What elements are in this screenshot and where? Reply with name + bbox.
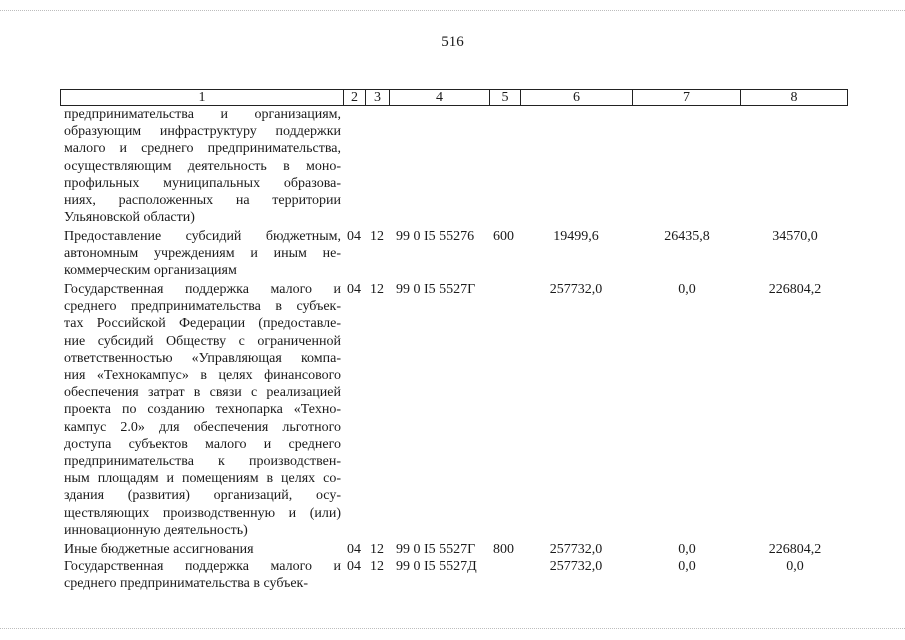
row-name-line: осуществляющим деятельность в моно-	[64, 158, 341, 174]
row-name-line: профильных муниципальных образова-	[64, 175, 341, 191]
cell-pr: 12	[370, 282, 384, 297]
cell-rz: 04	[347, 229, 361, 244]
cell-csr: 99 0 I5 5527Г	[396, 282, 476, 297]
cell-value-col8: 226804,2	[768, 282, 822, 297]
row-name-line: предпринимательства и организациям,	[64, 107, 341, 122]
row-name-line: Иные бюджетные ассигнования	[64, 542, 254, 557]
row-name-line: Предоставление субсидий бюджетным,	[64, 229, 341, 244]
cell-rz: 04	[347, 542, 361, 557]
row-name	[64, 106, 341, 226]
row-name-line: автономным учреждениям и иным не-	[64, 246, 341, 262]
row-name-line: ответственностью «Управляющая компа-	[64, 350, 341, 366]
cell-rz: 04	[347, 282, 361, 297]
header-col-4: 4	[390, 90, 490, 105]
row-name	[64, 558, 341, 592]
header-col-8: 8	[790, 90, 798, 105]
cell-value-col6: 19499,6	[553, 229, 599, 244]
cell-vr: 800	[493, 542, 514, 557]
cell-rz: 04	[347, 559, 361, 574]
row-name-line: среднего предпринимательства в субъек-	[64, 576, 309, 592]
cell-value-col7: 26435,8	[664, 229, 710, 244]
row-name-line: доступа субъектов малого и среднего	[64, 436, 341, 452]
row-name-line: образующим инфраструктуру поддержки	[64, 124, 341, 140]
row-name-line: предпринимательства к производствен-	[64, 454, 341, 470]
cell-value-col6: 257732,0	[549, 542, 603, 557]
row-name-line: проекта по созданию технопарка «Техно-	[64, 402, 341, 418]
row-name-line: ниях, расположенных на территории	[64, 193, 341, 209]
header-col-2: 2	[344, 90, 366, 105]
cell-value-col7: 0,0	[678, 559, 696, 574]
scan-artifact-top	[0, 10, 905, 13]
row-name-line: здания (развития) организаций, осу-	[64, 488, 341, 504]
cell-csr: 99 0 I5 5527Г	[396, 542, 476, 557]
header-col-1: 1	[61, 90, 344, 105]
cell-value-col7: 0,0	[678, 542, 696, 557]
cell-value-col8: 226804,2	[768, 542, 822, 557]
cell-value-col6: 257732,0	[549, 282, 603, 297]
header-col-3: 3	[366, 90, 390, 105]
row-name-line: коммерческим организациям	[64, 263, 237, 279]
cell-value-col6: 257732,0	[549, 559, 603, 574]
row-name-line: тах Российской Федерации (предоставле-	[64, 316, 341, 332]
row-name-line: среднего предпринимательства в субъек-	[64, 299, 341, 315]
row-name-line: малого и среднего предпринимательства,	[64, 141, 341, 157]
table-header-row	[60, 89, 848, 106]
header-col-6: 6	[521, 90, 633, 105]
row-name-line: Государственная поддержка малого и	[64, 559, 341, 574]
scan-artifact-bottom	[0, 628, 905, 631]
header-col-5: 5	[490, 90, 521, 105]
row-name	[64, 228, 341, 280]
header-col-7: 7	[633, 90, 741, 105]
row-name-line: ние субсидий Обществу с ограниченной	[64, 333, 341, 349]
row-name-line: инновационную деятельность)	[64, 522, 248, 538]
row-name-line: ществляющих производственную и (или)	[64, 505, 341, 521]
page-number: 516	[441, 34, 464, 50]
row-name-line: Ульяновской области)	[64, 210, 195, 226]
cell-vr: 600	[493, 229, 514, 244]
row-name-line: Государственная поддержка малого и	[64, 282, 341, 297]
cell-pr: 12	[370, 559, 384, 574]
cell-csr: 99 0 I5 5527Д	[396, 559, 477, 574]
row-name-line: ния «Технокампус» в целях финансового	[64, 368, 341, 384]
cell-value-col8: 0,0	[786, 559, 804, 574]
row-name	[64, 541, 341, 558]
cell-pr: 12	[370, 229, 384, 244]
cell-value-col8: 34570,0	[772, 229, 818, 244]
row-name-line: ным площадям и помещениям в целях со-	[64, 471, 341, 487]
cell-pr: 12	[370, 542, 384, 557]
row-name-line: кампус 2.0» для обеспечения льготного	[64, 419, 341, 435]
row-name	[64, 281, 341, 539]
cell-value-col7: 0,0	[678, 282, 696, 297]
cell-csr: 99 0 I5 55276	[396, 229, 475, 244]
row-name-line: обеспечения затрат в связи с реализацией	[64, 385, 341, 401]
